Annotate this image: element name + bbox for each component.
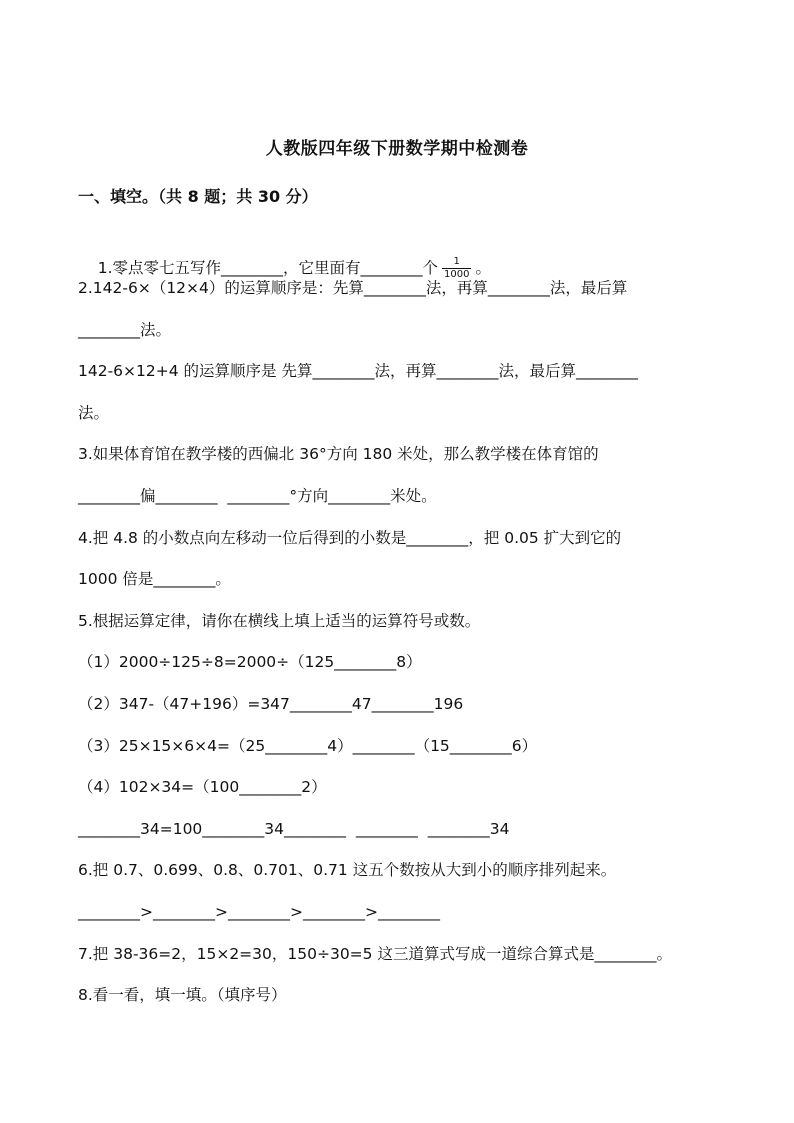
question-2-line-4: 法。 <box>78 404 110 422</box>
question-5-part-1: （1）2000÷125÷8=2000÷（125________8） <box>78 653 422 671</box>
question-5-part-4: （4）102×34=（100________2） <box>78 778 327 796</box>
question-5-part-4-continued: ________34=100________34________ ________ ________34 <box>78 820 510 838</box>
question-5-part-3: （3）25×15×6×4=（25________4）________（15________6） <box>78 737 538 755</box>
page-title: 人教版四年级下册数学期中检测卷 <box>265 139 529 159</box>
question-6-answer-line: ________>________>________>________>________ <box>78 903 440 921</box>
section-heading-fill-blank: 一、填空。（共 8 题；共 30 分） <box>78 187 318 206</box>
question-8: 8.看一看，填一填。（填序号） <box>78 986 287 1004</box>
question-1-text: 1.零点零七五写作________，它里面有________个 <box>97 259 439 277</box>
question-4-line-1: 4.把 4.8 的小数点向左移动一位后得到的小数是________，把 0.05 扩大到它的 <box>78 529 622 547</box>
fraction-numerator: 1 <box>453 256 460 267</box>
question-4-line-2: 1000 倍是________。 <box>78 570 231 588</box>
question-3-line-1: 3.如果体育馆在教学楼的西偏北 36°方向 180 米处，那么教学楼在体育馆的 <box>78 445 599 463</box>
question-2-line-2: ________法。 <box>78 321 172 339</box>
question-5-part-2: （2）347-（47+196）=347________47________196 <box>78 695 464 713</box>
question-6-line-1: 6.把 0.7、0.699、0.8、0.701、0.71 这五个数按从大到小的顺序排列起来。 <box>78 861 617 879</box>
question-3-line-2: ________偏________ ________°方向________米处。 <box>78 487 437 505</box>
question-7: 7.把 38-36=2，15×2=30，150÷30=5 这三道算式写成一道综合算式是________。 <box>78 945 672 963</box>
question-2-line-3: 142-6×12+4 的运算顺序是 先算________法，再算________法，最后算________ <box>78 362 638 380</box>
question-1-end: 。 <box>475 259 491 277</box>
question-2-line-1: 2.142-6×（12×4）的运算顺序是：先算________法，再算________法，最后算 <box>78 279 628 297</box>
question-5-line-1: 5.根据运算定律，请你在横线上填上适当的运算符号或数。 <box>78 612 481 630</box>
fraction-denominator: 1000 <box>444 269 470 280</box>
